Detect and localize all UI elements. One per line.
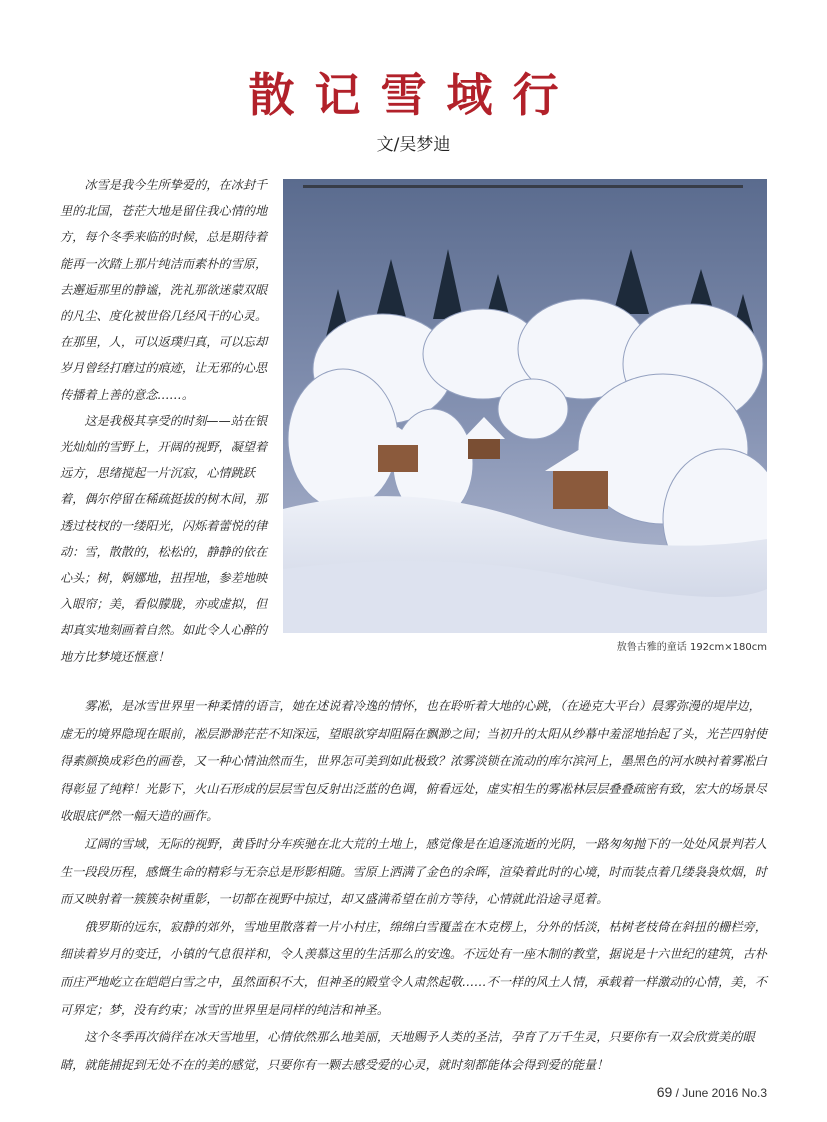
body-text — [60, 693, 767, 1079]
paragraph: 冰雪是我今生所挚爱的，在冰封千里的北国，苍茫大地是留住我心情的地方，每个冬季来临的时候，总是期待着能再一次踏上那片纯洁而素朴的雪原，去邂逅那里的静谧，洗礼那欲迷蒙双眼的凡尘、度化被世俗几经风干的心灵。在那里，人，可以返璞归真，可以忘却岁月曾经打磨过的痕迹，让无邪的心思传播着上善的意念……。 — [60, 178, 268, 402]
paragraph: 俄罗斯的远东，寂静的郊外，雪地里散落着一片小村庄，绵绵白雪覆盖在木克楞上，分外的恬淡，枯树老枝倚在斜扭的栅栏旁，细读着岁月的变迁，小镇的气息很祥和，令人羡慕这里的生活那么的安逸。不远处有一座木制的教堂，据说是十六世纪的建筑，古朴而庄严地屹立在皑皑白雪之中，虽然面积不大，但神圣的殿堂令人肃然起敬……不一样的风土人情，承载着一样激动的心情，美，不可界定；梦，没有约束；冰雪的世界里是同样的纯洁和神圣。 — [60, 919, 767, 1017]
paragraph: 这个冬季再次徜徉在冰天雪地里，心情依然那么地美丽，天地赐予人类的圣洁，孕育了万千生灵，只要你有一双会欣赏美的眼睛，就能捕捉到无处不在的美的感觉，只要你有一颗去感受爱的心灵，就时刻都能体会得到爱的能量！ — [60, 1030, 755, 1072]
article-author: 文/吴梦迪 — [376, 135, 451, 155]
left-column — [60, 172, 272, 670]
paragraph: 雾凇，是冰雪世界里一种柔情的语言，她在述说着冷逸的情怀，也在聆听着大地的心跳，（在逊克大平台）晨雾弥漫的堤岸边，虚无的境界隐现在眼前，凇层渺渺茫茫不知深远，望眼欲穿却阻隔在飘渺之间；当初升的太阳从纱幕中羞涩地抬起了头，光芒四射使得素颜换成彩色的画卷，又一种心情油然而生，世界怎可美到如此极致？浓雾淡锁在流动的库尔滨河上，墨黑色的河水映衬着雾凇白得彰显了纯粹！光影下，火山石形成的层层雪包反射出泛蓝的色调，俯看远处，虚实相生的雾凇林层层叠叠疏密有致，宏大的场景尽收眼底俨然一幅天造的画作。 — [60, 699, 767, 824]
page-number: 69 — [656, 1084, 673, 1100]
page-footer — [657, 1084, 767, 1100]
issue-label: / June 2016 No.3 — [672, 1086, 767, 1100]
paragraph: 这是我极其享受的时刻——站在银光灿灿的雪野上，开阔的视野，凝望着远方，思绪搅起一片沉寂，心情跳跃着，偶尔停留在稀疏挺拔的树木间，那透过枝杈的一缕阳光，闪烁着蕾悦的律动：雪，散散的，松松的，静静的依在心头；树，婀娜地，扭捏地，参差地映入眼帘；美，看似朦胧，亦或虚拟，但却真实地刻画着自然。如此令人心醉的地方比梦境还惬意！ — [60, 413, 268, 664]
article-title: 散记雪域行 — [248, 68, 579, 122]
paragraph: 辽阔的雪域，无际的视野，黄昏时分车疾驰在北大荒的土地上，感觉像是在追逐流逝的光阴，一路匆匆抛下的一处处风景判若人生一段段历程，感慨生命的精彩与无奈总是形影相随。雪原上洒满了金色的余晖，渲染着此时的心境，时而装点着几缕袅袅炊烟，时而又映射着一簇簇杂树重影，一切都在视野中掠过，却又盛满希望在前方等待，心情就此沿途寻觅着。 — [60, 836, 767, 907]
painting-caption: 敖鲁古雅的童话 192cm×180cm — [616, 642, 767, 653]
painting-image — [283, 179, 767, 633]
